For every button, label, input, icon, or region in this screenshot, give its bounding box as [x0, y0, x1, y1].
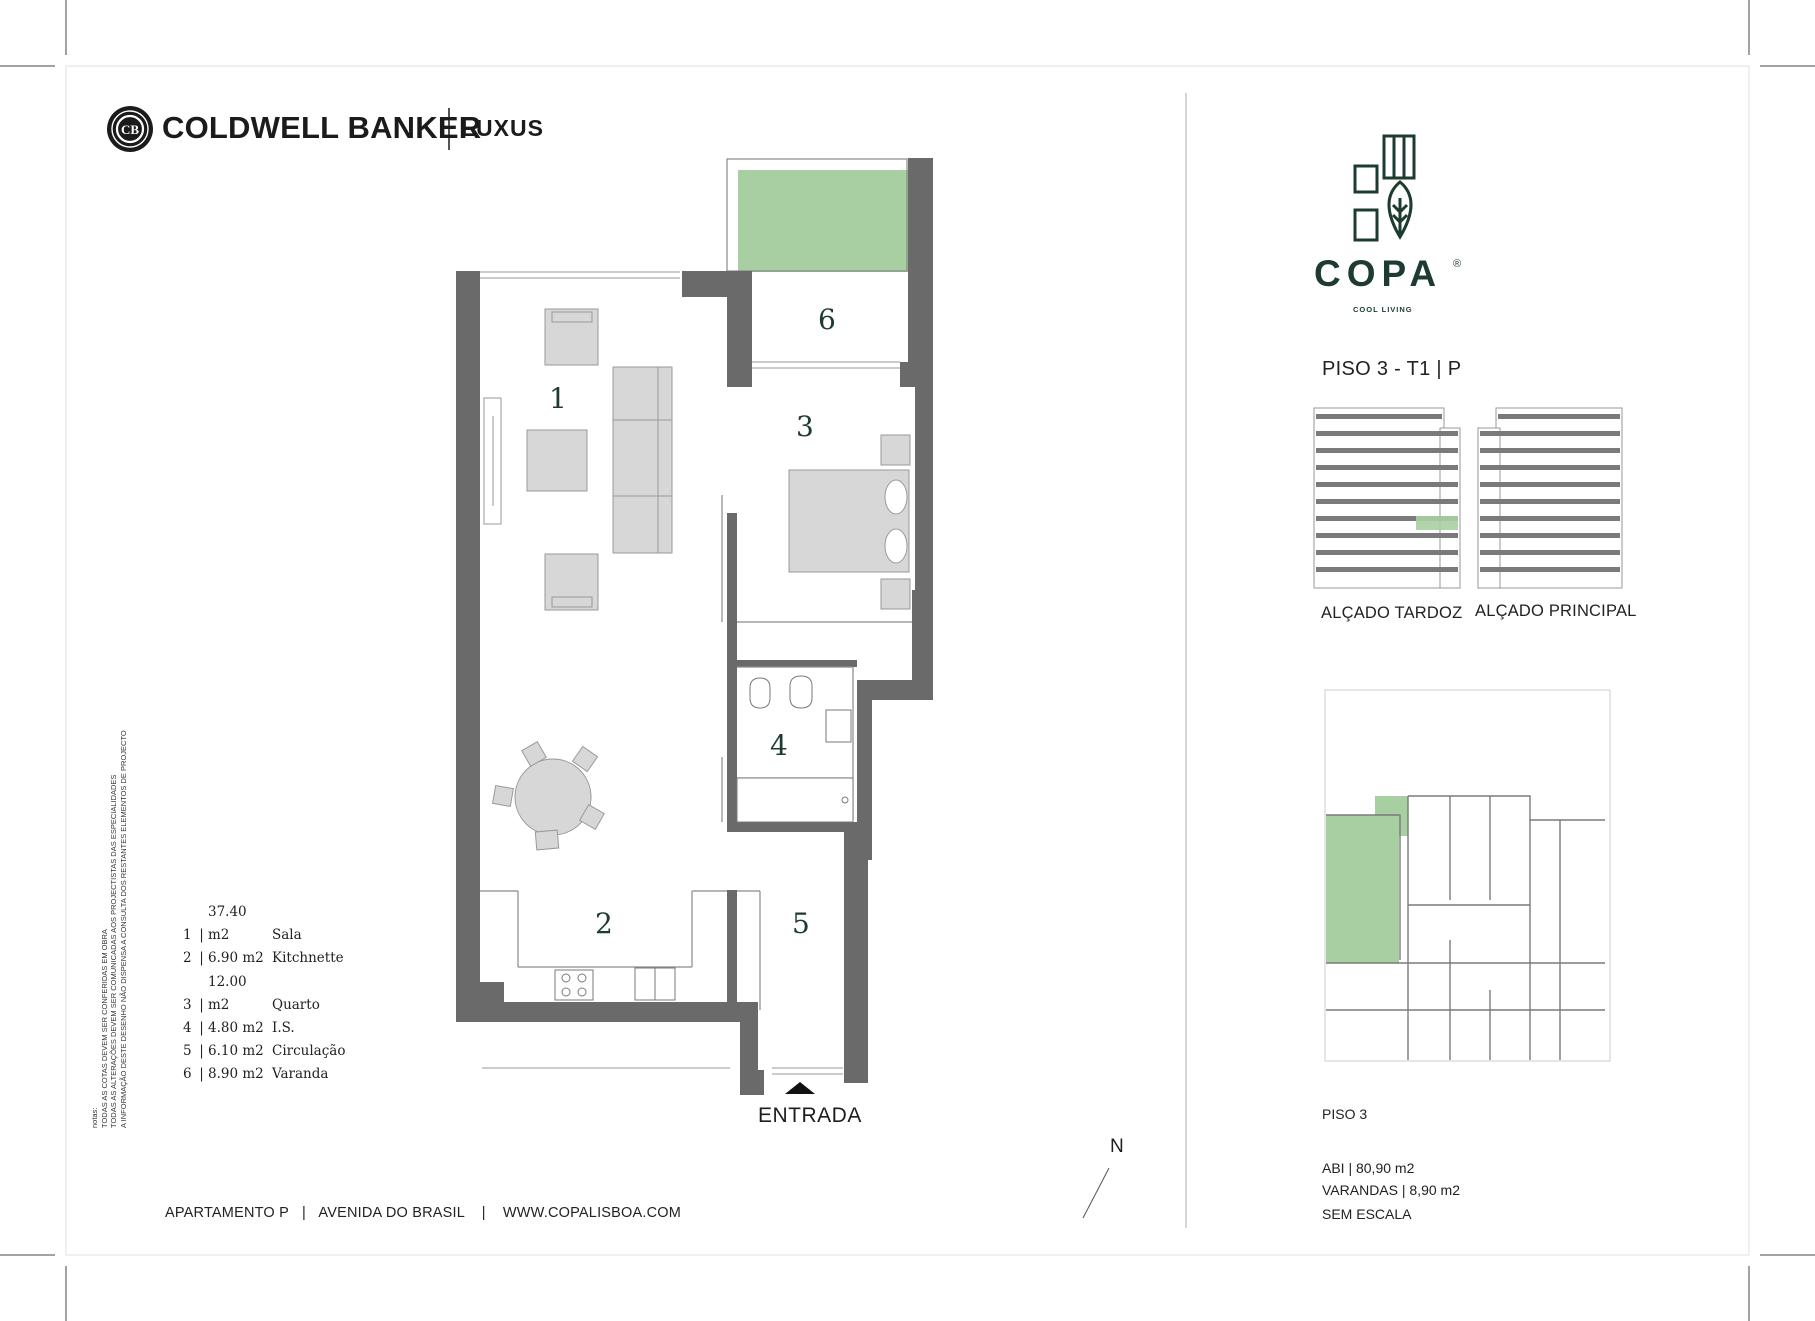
washbasin [826, 710, 851, 742]
elevation-right-label: ALÇADO PRINCIPAL [1475, 602, 1637, 620]
project-name: COPA [1314, 253, 1443, 294]
abi-value: ABI | 80,90 m2 [1322, 1160, 1415, 1176]
unit-highlight-plan [1326, 815, 1399, 963]
varanda-planter [738, 170, 908, 272]
bathroom-fixtures [737, 676, 853, 822]
elevation-tardoz [1314, 408, 1460, 588]
brand-sub: LUXUS [461, 115, 544, 141]
living-furniture [484, 309, 672, 850]
nightstand-top [881, 435, 910, 465]
room-number-6: 6 [818, 303, 836, 336]
key-floor-plan [1325, 690, 1610, 1061]
varandas-value: VARANDAS | 8,90 m2 [1322, 1182, 1460, 1198]
floor-label: PISO 3 [1322, 1106, 1368, 1122]
project-reg-mark: ® [1453, 258, 1462, 270]
area-row: 5 | 6.10 m2 Circulação [183, 1043, 346, 1060]
elevation-left-label: ALÇADO TARDOZ [1321, 604, 1463, 622]
footer-bar [165, 1205, 681, 1221]
footer-website[interactable]: WWW.COPALISBOA.COM [502, 1205, 682, 1221]
area-row: 2 | 6.90 m2 Kitchnette [183, 950, 344, 967]
area-row: 3 |12.00 m2 Quarto [183, 973, 320, 1013]
area-row: 1 |37.40 m2 Sala [183, 904, 302, 944]
bidet-icon [750, 678, 770, 708]
room-number-2: 2 [595, 907, 613, 940]
area-row: 4 | 4.80 m2 I.S. [183, 1020, 295, 1037]
shower [737, 778, 853, 822]
cooktop [555, 970, 593, 1000]
room-number-3: 3 [796, 410, 814, 443]
room-number-5: 5 [792, 907, 810, 940]
armchair-bottom [545, 554, 598, 610]
bedroom-furniture [789, 435, 910, 609]
area-row: 6 | 8.90 m2 Varanda [183, 1066, 329, 1083]
toilet-icon [790, 676, 812, 708]
notes-block: notas: TODAS AS COTAS DEVEM SER CONFERIDAS EM OBRA TODAS AS ALTERAÇÕES DEVEM SER COMUNICADAS AOS PROJECTISTAS DAS ESPECIALIDADES A INFORMAÇÃO DESTE DESENHO NÃO DISPENSA A CONSULTA DOS RESTANTES ELEMENTOS DE PROJECTO [90, 730, 128, 1128]
nightstand-bottom [881, 579, 910, 609]
brand-name: COLDWELL BANKER [162, 110, 482, 145]
footer-separator: | [481, 1205, 486, 1221]
scale-note: SEM ESCALA [1322, 1206, 1412, 1222]
walls [456, 158, 933, 1095]
kitchen-fixtures [555, 968, 675, 1000]
window-lines [480, 272, 900, 1074]
room-number-1: 1 [549, 382, 567, 415]
dining-table [515, 759, 591, 835]
entrance-arrow-icon [785, 1082, 815, 1094]
coffee-table [527, 430, 587, 491]
unit-title: PISO 3 - T1 | P [1322, 358, 1462, 380]
sofa [613, 367, 672, 553]
unit-highlight [1416, 516, 1458, 530]
elevation-principal [1478, 408, 1622, 588]
room-number-4: 4 [770, 729, 788, 762]
copa-logo-mark [1355, 136, 1414, 240]
entrance-label: ENTRADA [758, 1104, 862, 1127]
area-table [183, 901, 345, 1087]
project-tagline: COOL LIVING [1353, 305, 1413, 314]
coldwell-banker-seal-icon [107, 106, 153, 152]
armchair-top [545, 309, 598, 365]
svg-text:CB: CB [120, 122, 140, 137]
north-label: N [1110, 1136, 1124, 1157]
footer-apartment: APARTAMENTO P [165, 1205, 289, 1221]
north-arrow-icon [1083, 1168, 1109, 1218]
footer-separator: | [301, 1205, 306, 1221]
floor-plan [456, 158, 1109, 1218]
footer-address: AVENIDA DO BRASIL [318, 1205, 465, 1221]
